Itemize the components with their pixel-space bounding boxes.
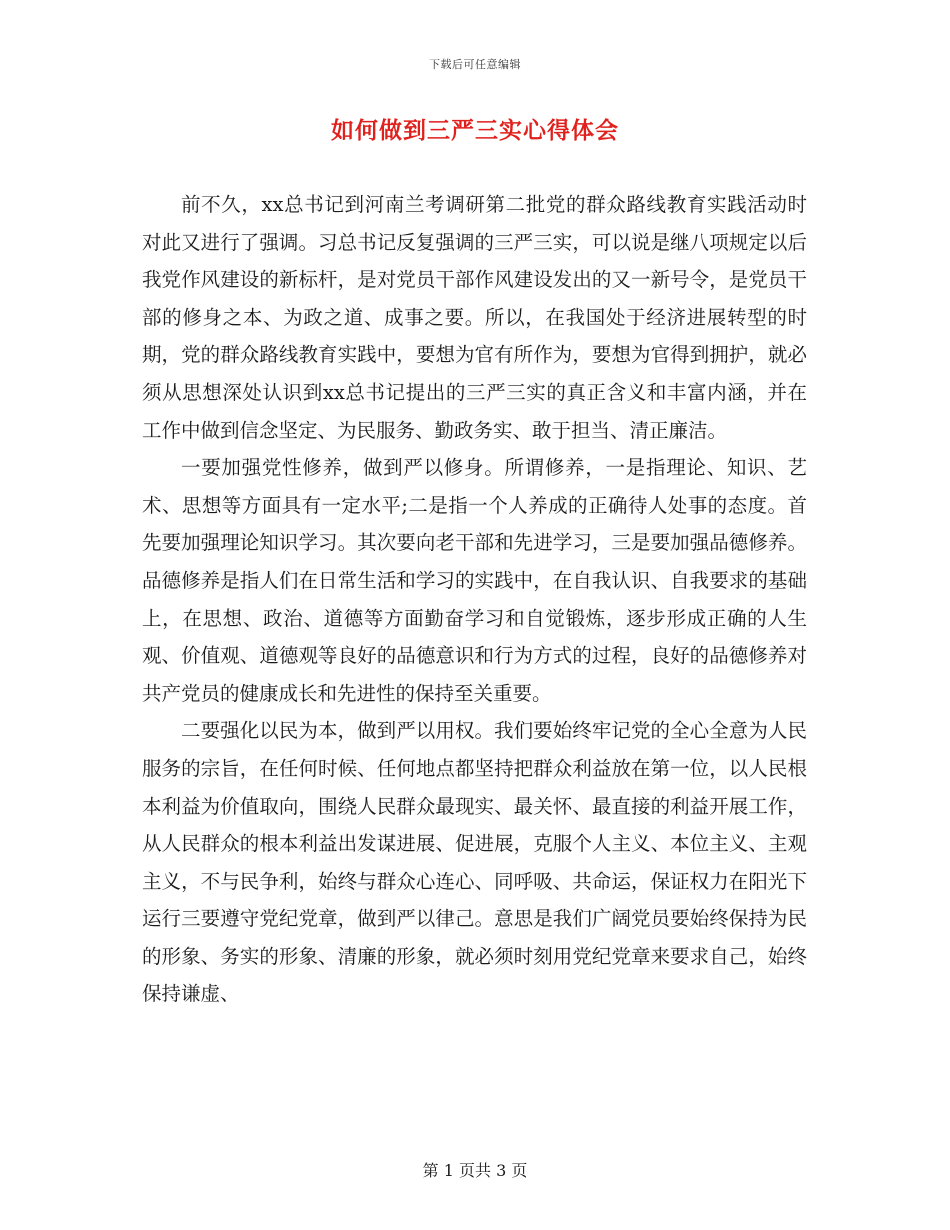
header-note: 下载后可任意编辑 <box>429 58 521 71</box>
document-title: 如何做到三严三实心得体会 <box>331 118 619 144</box>
document-body <box>142 186 807 1013</box>
paragraph-2: 一要加强党性修养，做到严以修身。所谓修养，一是指理论、知识、艺术、思想等方面具有一定水平;二是指一个人养成的正确待人处事的态度。首先要加强理论知识学习。其次要向老干部和先进学习，三是要加强品德修养。品德修养是指人们在日常生活和学习的实践中，在自我认识、自我要求的基础上，在思想、政治、道德等方面勤奋学习和自觉锻炼，逐步形成正确的人生观、价值观、道德观等良好的品德意识和行为方式的过程，良好的品德修养对共产党员的健康成长和先进性的保持至关重要。 <box>142 456 807 705</box>
page-number: 第 1 页共 3 页 <box>422 1161 528 1180</box>
paragraph-3: 二要强化以民为本，做到严以用权。我们要始终牢记党的全心全意为人民服务的宗旨，在任何时候、任何地点都坚持把群众利益放在第一位，以人民根本利益为价值取向，围绕人民群众最现实、最关怀、最直接的利益开展工作，从人民群众的根本利益出发谋进展、促进展，克服个人主义、本位主义、主观主义，不与民争利，始终与群众心连心、同呼吸、共命运，保证权力在阳光下运行三要遵守党纪党章，做到严以律己。意思是我们广阔党员要始终保持为民的形象、务实的形象、清廉的形象，就必须时刻用党纪党章来要求自己，始终保持谦虚、 <box>142 719 807 1006</box>
paragraph-1: 前不久，xx总书记到河南兰考调研第二批党的群众路线教育实践活动时对此又进行了强调。习总书记反复强调的三严三实，可以说是继八项规定以后我党作风建设的新标杆，是对党员干部作风建设发出的又一新号令，是党员干部的修身之本、为政之道、成事之要。所以，在我国处于经济进展转型的时期，党的群众路线教育实践中，要想为官有所作为，要想为官得到拥护，就必须从思想深处认识到xx总书记提出的三严三实的真正含义和丰富内涵，并在工作中做到信念坚定、为民服务、勤政务实、敢于担当、清正廉洁。 <box>142 193 807 442</box>
